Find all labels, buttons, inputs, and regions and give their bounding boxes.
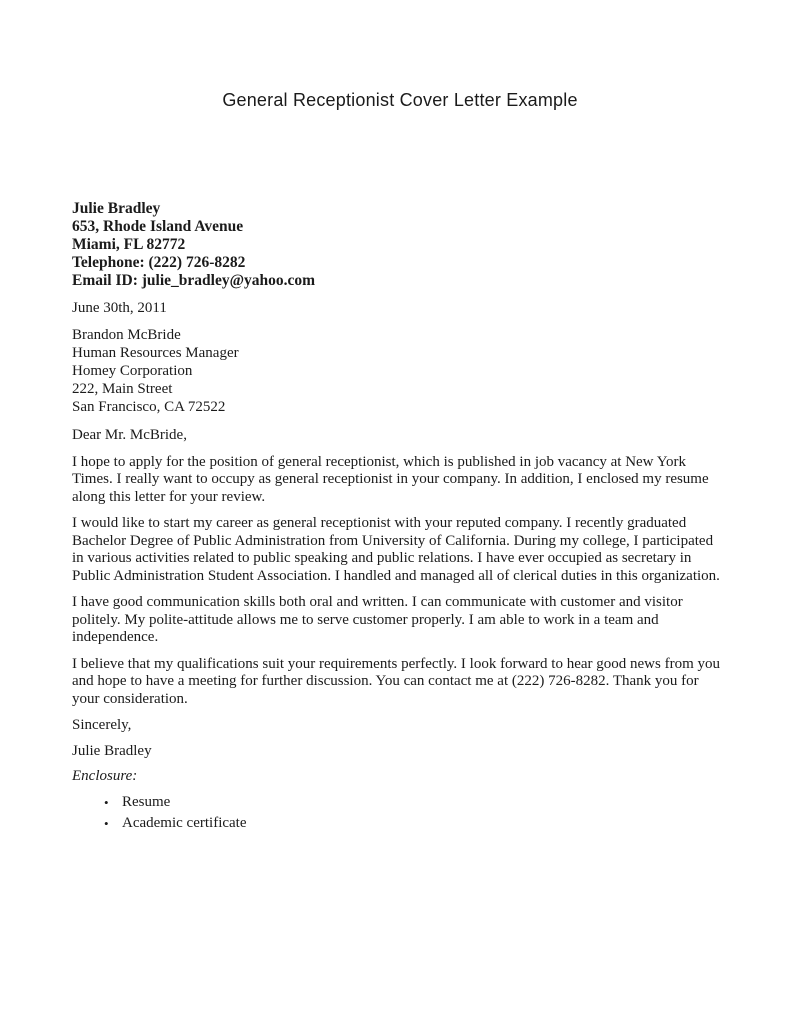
enclosure-item-resume xyxy=(104,794,728,812)
enclosure-item-label: Resume xyxy=(122,793,171,810)
enclosure-item-label: Academic certificate xyxy=(122,814,247,831)
date-line: June 30th, 2011 xyxy=(72,300,167,316)
bullet-icon: • xyxy=(104,794,109,810)
document-title: General Receptionist Cover Letter Example xyxy=(222,90,578,110)
body-paragraph-3: I have good communication skills both oral and written. I can communicate with customer and visitor politely. My polite-attitude allows me to serve customer properly. I am able to work in a team and independence. xyxy=(72,594,683,645)
recipient-name: Brandon McBride xyxy=(72,327,181,343)
sign-off: Sincerely, xyxy=(72,717,132,733)
signature-name: Julie Bradley xyxy=(72,742,152,759)
recipient-address-line1: 222, Main Street xyxy=(72,381,173,397)
recipient-address-line2: San Francisco, CA 72522 xyxy=(72,399,226,415)
sender-block xyxy=(72,200,728,290)
recipient-job-title: Human Resources Manager xyxy=(72,345,239,361)
enclosure-label: Enclosure: xyxy=(72,768,138,784)
body-paragraph-1: I hope to apply for the position of general receptionist, which is published in job vacancy at New York Times. I really want to occupy as general receptionist in your company. In addition, I enclosed my resume along this letter for your review. xyxy=(72,453,709,505)
sender-address-line2: Miami, FL 82772 xyxy=(72,236,186,253)
body-paragraph-2: I would like to start my career as general receptionist with your reputed company. I recently graduated Bachelor Degree of Public Administration from University of California. During my college, I participated in various activities related to public speaking and public relations. I have ever occupied as secretary in Public Administration Student Association. I handled and managed all of clerical duties in this organization. xyxy=(72,515,720,584)
salutation: Dear Mr. McBride, xyxy=(72,427,187,443)
enclosure-list xyxy=(72,794,728,833)
sender-address-line1: 653, Rhode Island Avenue xyxy=(72,218,244,235)
body-paragraph-4: I believe that my qualifications suit your requirements perfectly. I look forward to hear good news from you and hope to have a meeting for further discussion. You can contact me at (222) 726-8282. Thank you for your consideration. xyxy=(72,655,721,707)
recipient-company: Homey Corporation xyxy=(72,363,193,379)
recipient-block xyxy=(72,326,728,416)
sender-telephone: Telephone: (222) 726-8282 xyxy=(72,254,246,271)
enclosure-item-academic-certificate xyxy=(104,815,728,833)
bullet-icon: • xyxy=(104,815,109,831)
sender-email: Email ID: julie_bradley@yahoo.com xyxy=(72,272,316,289)
sender-name: Julie Bradley xyxy=(72,200,161,217)
